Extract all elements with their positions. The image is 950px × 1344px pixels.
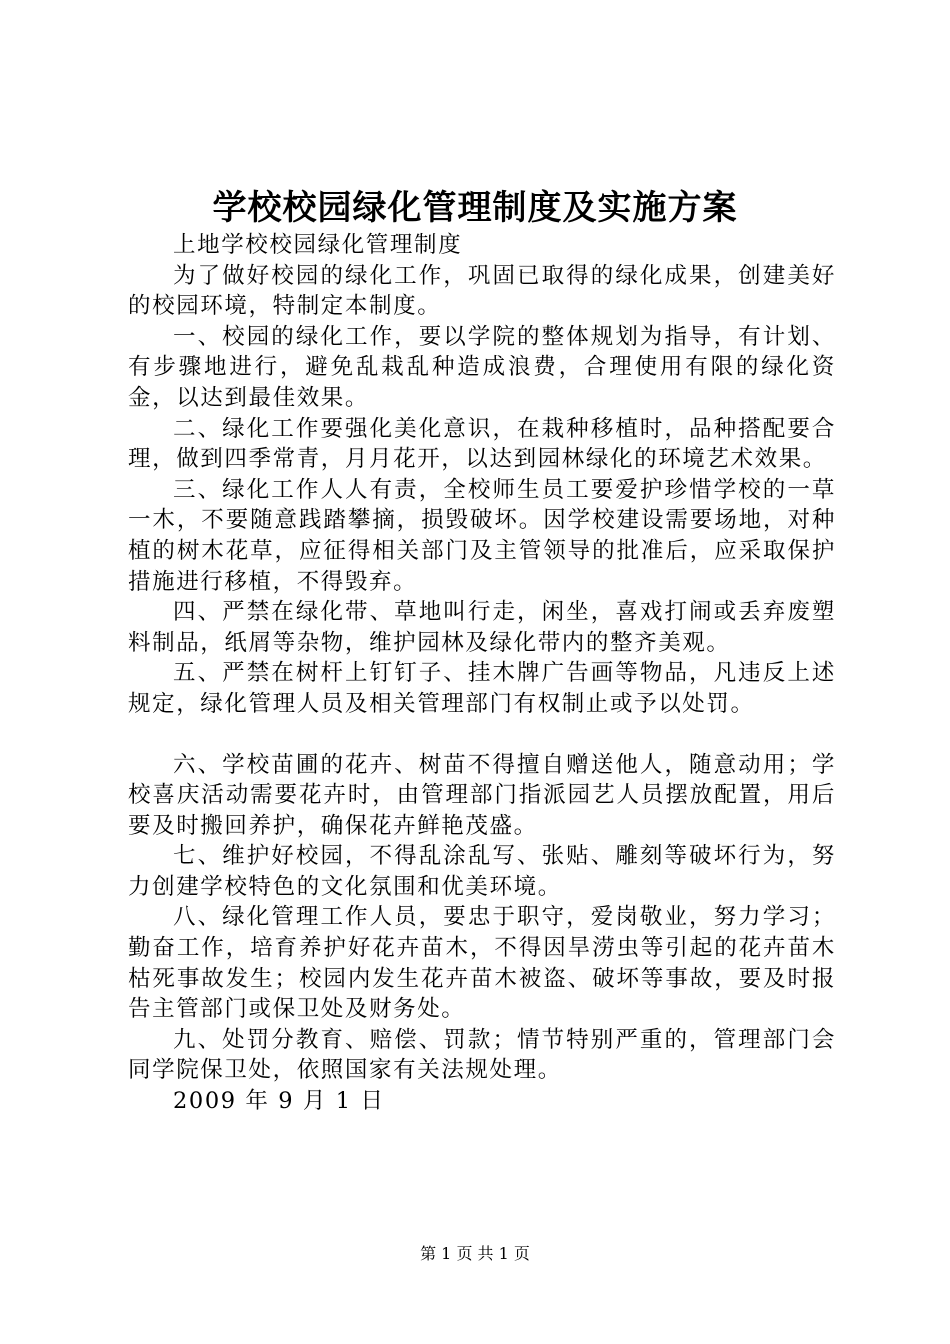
page-number-footer: 第 1 页 共 1 页: [420, 1244, 530, 1263]
rule-1-paragraph: 一、校园的绿化工作，要以学院的整体规划为指导，有计划、有步骤地进行，避免乱栽乱种造成浪费，合理使用有限的绿化资金，以达到最佳效果。: [128, 323, 836, 411]
rule-3-paragraph: 三、绿化工作人人有责，全校师生员工要爱护珍惜学校的一草一木，不要随意践踏攀摘，损毁破坏。因学校建设需要场地，对种植的树木花草，应征得相关部门及主管领导的批准后，应采取保护措施进行移植，不得毁弃。: [128, 476, 836, 595]
rule-8-paragraph: 八、绿化管理工作人员，要忠于职守，爱岗敬业，努力学习；勤奋工作，培育养护好花卉苗木，不得因旱涝虫等引起的花卉苗木枯死事故发生；校园内发生花卉苗木被盗、破坏等事故，要及时报告主管部门或保卫处及财务处。: [128, 904, 836, 1023]
document-title: 学校校园绿化管理制度及实施方案: [212, 188, 738, 228]
rule-9-paragraph: 九、处罚分教育、赔偿、罚款；情节特别严重的，管理部门会同学院保卫处，依照国家有关法规处理。: [128, 1026, 836, 1084]
rule-6-paragraph: 六、学校苗圃的花卉、树苗不得擅自赠送他人，随意动用；学校喜庆活动需要花卉时，由管理部门指派园艺人员摆放配置，用后要及时搬回养护，确保花卉鲜艳茂盛。: [128, 751, 836, 839]
document-date: 2009 年 9 月 1 日: [173, 1088, 385, 1115]
document-body: [128, 230, 836, 1117]
rule-5-paragraph: 五、严禁在树杆上钉钉子、挂木牌广告画等物品，凡违反上述规定，绿化管理人员及相关管理部门有权制止或予以处罚。: [128, 660, 836, 717]
rule-2-paragraph: 二、绿化工作要强化美化意识，在栽种移植时，品种搭配要合理，做到四季常青，月月花开，以达到园林绿化的环境艺术效果。: [128, 415, 836, 473]
rule-7-paragraph: 七、维护好校园，不得乱涂乱写、张贴、雕刻等破坏行为，努力创建学校特色的文化氛围和优美环境。: [128, 843, 836, 900]
intro-paragraph: 为了做好校园的绿化工作，巩固已取得的绿化成果，创建美好的校园环境，特制定本制度。: [128, 262, 836, 320]
rule-4-paragraph: 四、严禁在绿化带、草地叫行走，闲坐，喜戏打闹或丢弃废塑料制品，纸屑等杂物，维护园林及绿化带内的整齐美观。: [128, 599, 836, 656]
school-rule-heading: 上地学校校园绿化管理制度: [173, 232, 463, 258]
